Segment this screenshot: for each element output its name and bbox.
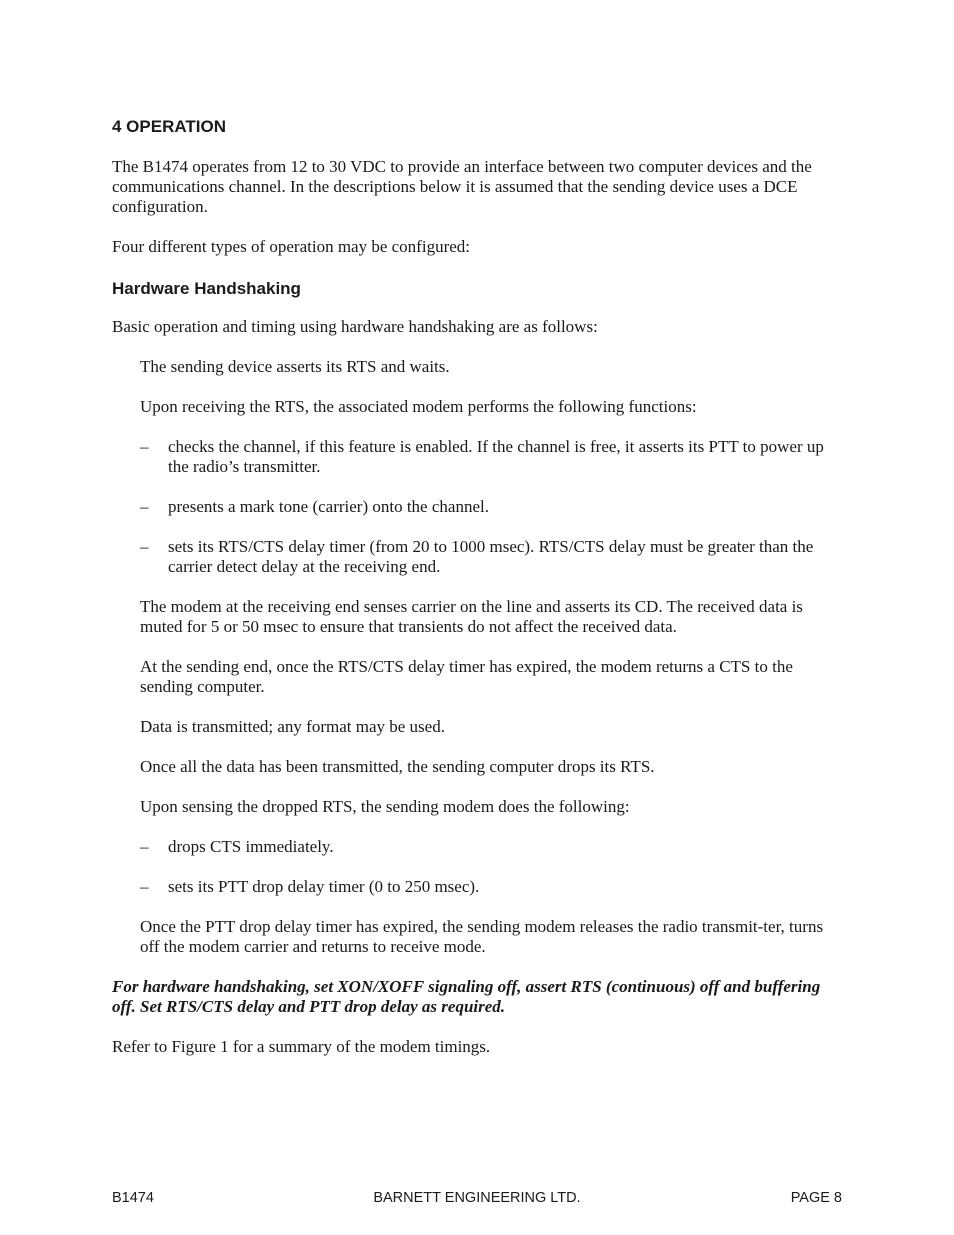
list-item: [140, 437, 844, 477]
step-paragraph: The sending device asserts its RTS and waits.: [140, 357, 450, 376]
page-footer: [112, 1188, 842, 1208]
bullet-dash: –: [140, 437, 149, 456]
list-item-text: sets its RTS/CTS delay timer (from 20 to 1000 msec). RTS/CTS delay must be greater than the carrier detect delay at the receiving end.: [168, 537, 814, 576]
step-paragraph: The modem at the receiving end senses carrier on the line and asserts its CD. The received data is muted for 5 or 50 msec to ensure that transients do not affect the received data.: [140, 597, 803, 636]
list-item-text: drops CTS immediately.: [168, 837, 334, 856]
section-heading: 4 OPERATION: [112, 117, 226, 136]
step-paragraph: Once the PTT drop delay timer has expired, the sending modem releases the radio transmit-ter, turns off the modem carrier and returns to receive mode.: [140, 917, 824, 956]
bullet-dash: –: [140, 837, 149, 856]
footer-page-number: PAGE 8: [790, 1190, 842, 1206]
list-item: [140, 837, 844, 857]
step-paragraph: Data is transmitted; any format may be used.: [140, 717, 445, 736]
list-item-text: checks the channel, if this feature is enabled. If the channel is free, it asserts its PTT to power up the radio’s transmitter.: [168, 437, 824, 476]
step-paragraph: Upon receiving the RTS, the associated modem performs the following functions:: [140, 397, 697, 416]
basic-operation-paragraph: Basic operation and timing using hardware handshaking are as follows:: [112, 317, 598, 336]
bullet-dash: –: [140, 537, 149, 556]
document-body: [112, 115, 844, 1057]
list-item: [140, 537, 844, 577]
figure-reference: Refer to Figure 1 for a summary of the modem timings.: [112, 1037, 491, 1056]
types-paragraph: Four different types of operation may be configured:: [112, 237, 470, 256]
bullet-dash: –: [140, 877, 149, 896]
list-item-text: sets its PTT drop delay timer (0 to 250 msec).: [168, 877, 480, 896]
list-item: [140, 497, 844, 517]
step-paragraph: Upon sensing the dropped RTS, the sending modem does the following:: [140, 797, 630, 816]
step-paragraph: At the sending end, once the RTS/CTS delay timer has expired, the modem returns a CTS to the sending computer.: [140, 657, 793, 696]
configuration-note: For hardware handshaking, set XON/XOFF signaling off, assert RTS (continuous) off and buffering off. Set RTS/CTS delay and PTT drop delay as required.: [112, 977, 821, 1016]
subsection-heading: Hardware Handshaking: [112, 279, 301, 298]
list-item-text: presents a mark tone (carrier) onto the channel.: [168, 497, 489, 516]
list-item: [140, 877, 844, 897]
intro-paragraph: The B1474 operates from 12 to 30 VDC to provide an interface between two computer devices and the communications channel. In the descriptions below it is assumed that the sending device uses a DCE configuration.: [112, 157, 812, 216]
footer-document-id: B1474: [112, 1190, 154, 1206]
step-paragraph: Once all the data has been transmitted, the sending computer drops its RTS.: [140, 757, 655, 776]
footer-company: BARNETT ENGINEERING LTD.: [373, 1190, 581, 1206]
bullet-dash: –: [140, 497, 149, 516]
